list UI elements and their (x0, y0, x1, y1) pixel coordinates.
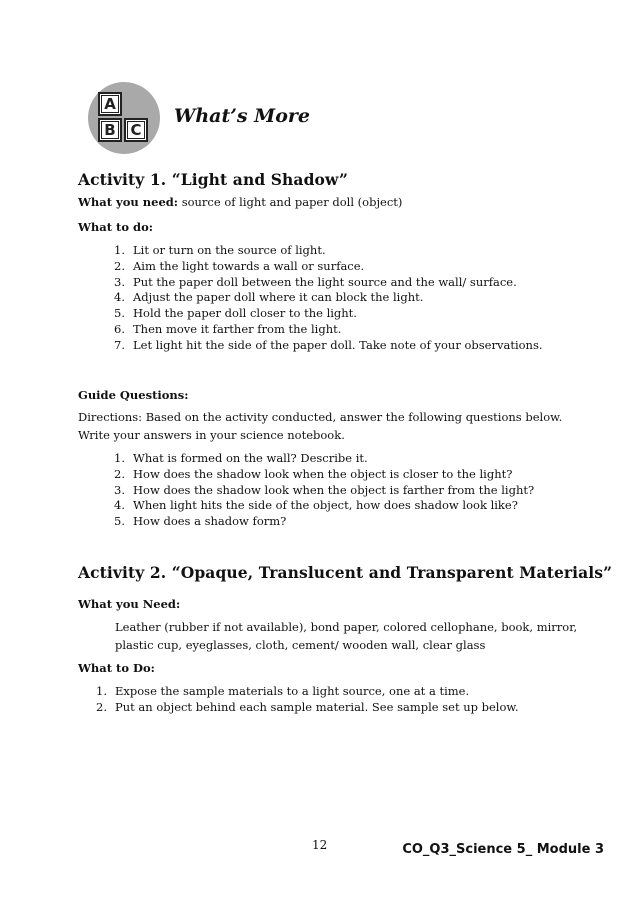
step-text: Put the paper doll between the light source and the wall/ surface. (133, 274, 517, 289)
list-item (114, 306, 543, 322)
activity2-materials (115, 619, 577, 654)
guide-directions (78, 409, 562, 444)
activity2-materials-line2: plastic cup, eyeglasses, cloth, cement/ wooden wall, clear glass (115, 637, 486, 652)
question-number: 2. (114, 466, 125, 481)
question-number: 3. (114, 482, 125, 497)
guide-questions-label: Guide Questions: (78, 388, 189, 402)
question-text: How does the shadow look when the object is closer to the light? (133, 466, 513, 481)
activity1-need-label: What you need: (78, 195, 179, 209)
question-text: How does the shadow look when the object is farther from the light? (133, 482, 535, 497)
list-item (114, 483, 534, 499)
activity2-materials-line1: Leather (rubber if not available), bond paper, colored cellophane, book, mirror, (115, 620, 578, 634)
step-number: 3. (114, 274, 125, 289)
activity1-need-text: source of light and paper doll (object) (178, 195, 403, 209)
list-item (114, 322, 543, 338)
list-item (114, 338, 543, 354)
activity1-todo-label: What to do: (78, 220, 153, 234)
step-number: 7. (114, 337, 125, 352)
activity1-need (78, 195, 402, 209)
activity2-need-label: What you Need: (78, 597, 181, 611)
list-item (114, 275, 543, 291)
section-title: What’s More (174, 105, 310, 127)
step-text: Let light hit the side of the paper doll. Take note of your observations. (133, 337, 543, 352)
step-number: 6. (114, 321, 125, 336)
guide-directions-line2: Write your answers in your science notebook. (78, 427, 345, 442)
activity2-title: Activity 2. “Opaque, Translucent and Transparent Materials” (78, 563, 613, 582)
guide-questions-list (114, 451, 534, 530)
question-text: What is formed on the wall? Describe it. (133, 451, 368, 465)
guide-directions-line1: Directions: Based on the activity conducted, answer the following questions below. (78, 410, 563, 424)
step-text: Put an object behind each sample material. See sample set up below. (115, 699, 519, 714)
question-number: 5. (114, 514, 125, 529)
activity1-title: Activity 1. “Light and Shadow” (78, 170, 348, 189)
step-text: Adjust the paper doll where it can block the light. (133, 290, 424, 305)
step-text: Aim the light towards a wall or surface. (133, 258, 365, 273)
question-number: 1. (114, 451, 125, 465)
list-item (114, 514, 534, 530)
list-item (96, 684, 519, 700)
step-number: 2. (96, 699, 107, 714)
list-item (114, 451, 534, 467)
activity2-todo-label: What to Do: (78, 661, 155, 675)
block-a: A (98, 92, 122, 116)
question-text: When light hits the side of the object, how does shadow look like? (133, 498, 518, 513)
step-number: 4. (114, 290, 125, 305)
activity1-steps (114, 243, 543, 354)
step-text: Then move it farther from the light. (133, 321, 342, 336)
step-text: Lit or turn on the source of light. (133, 243, 326, 257)
step-number: 2. (114, 258, 125, 273)
list-item (114, 243, 543, 259)
list-item (114, 467, 534, 483)
list-item (96, 700, 519, 716)
abc-blocks-icon (88, 82, 160, 154)
step-number: 1. (114, 243, 125, 257)
step-text: Expose the sample materials to a light source, one at a time. (115, 684, 470, 698)
step-number: 5. (114, 306, 125, 321)
page-number: 12 (312, 838, 328, 852)
step-number: 1. (96, 684, 107, 698)
module-code: CO_Q3_Science 5_ Module 3 (402, 842, 604, 857)
block-b: B (98, 118, 122, 142)
question-text: How does a shadow form? (133, 514, 287, 529)
question-number: 4. (114, 498, 125, 513)
activity2-steps (96, 684, 519, 716)
step-text: Hold the paper doll closer to the light. (133, 306, 357, 321)
list-item (114, 290, 543, 306)
block-c: C (124, 118, 148, 142)
list-item (114, 259, 543, 275)
list-item (114, 498, 534, 514)
